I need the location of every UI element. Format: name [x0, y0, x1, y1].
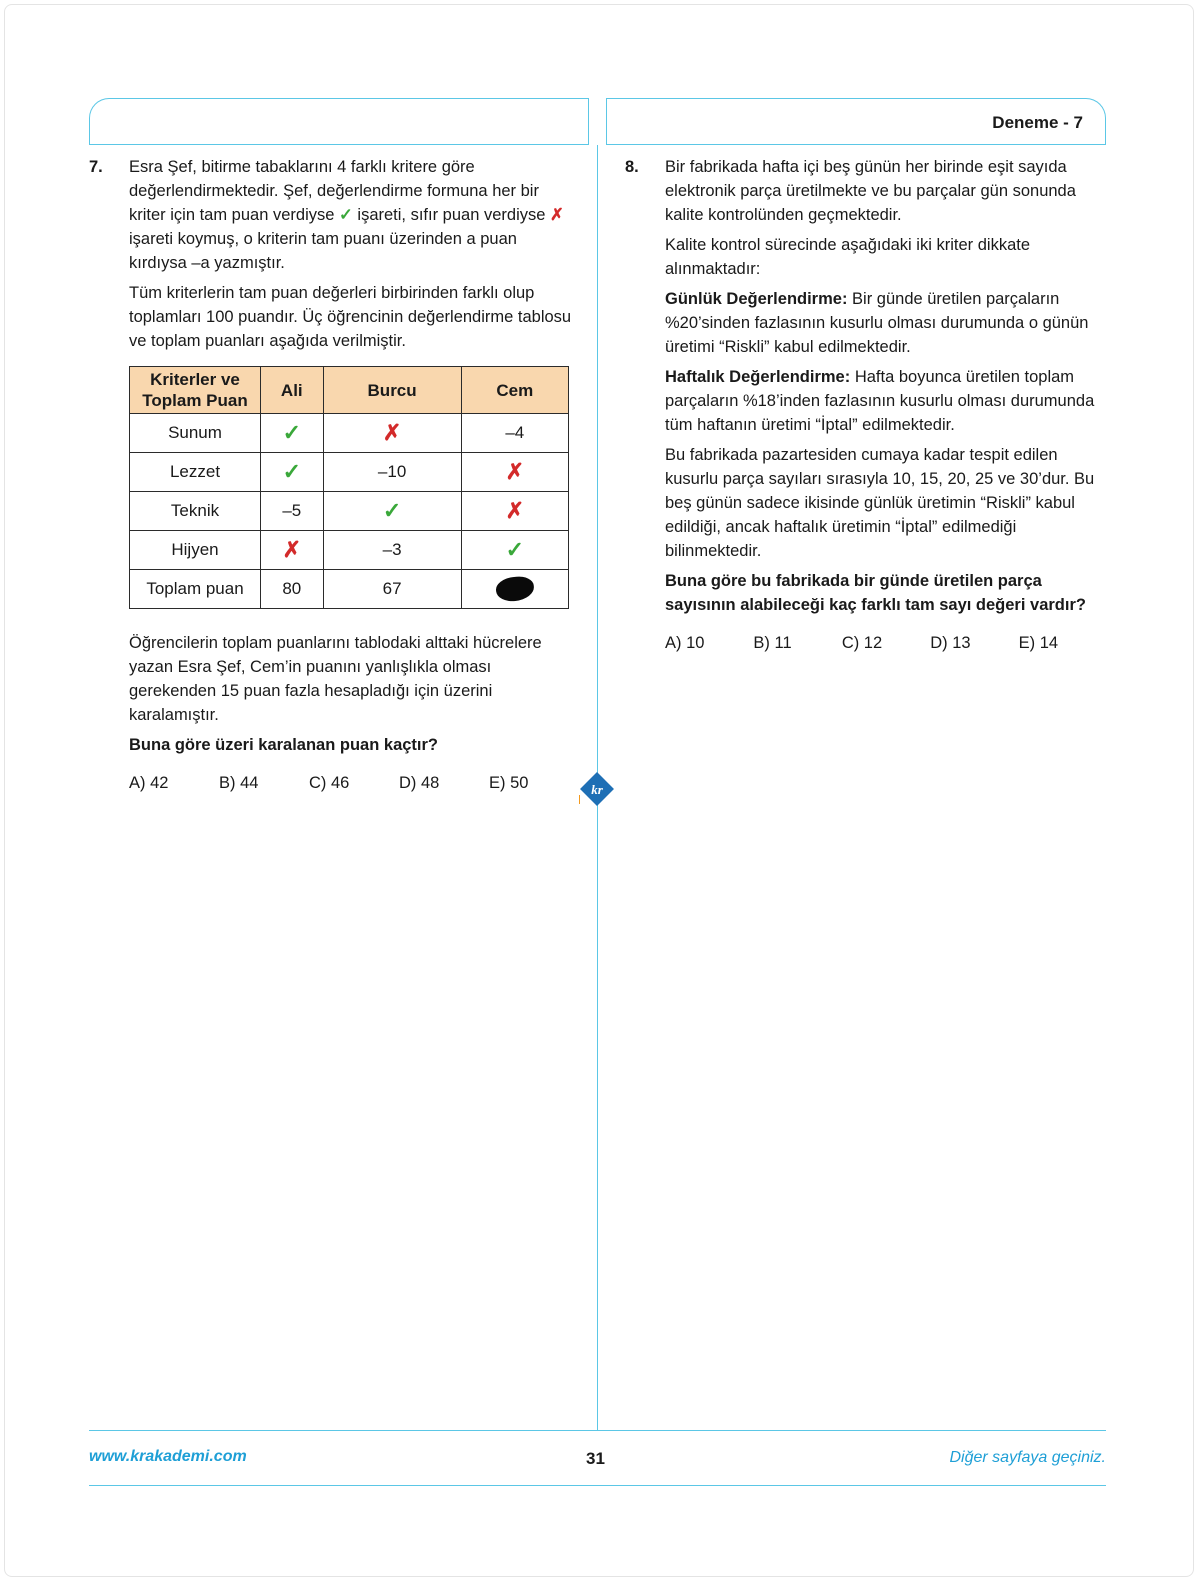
kr-logo-text: kr	[591, 782, 603, 797]
ink-blot	[495, 575, 535, 603]
paragraph	[665, 365, 1107, 437]
text: işareti koymuş, o kriterin tam puanı üzerinden a puan kırdıysa –a yazmıştır.	[129, 230, 517, 272]
header-left-box	[89, 98, 589, 145]
question-prompt: Buna göre bu fabrikada bir günde üretilen parça sayısının alabileceği kaç farklı tam sayı değeri vardır?	[665, 572, 1086, 614]
option-d[interactable]: D) 13	[930, 634, 971, 652]
exam-title: Deneme - 7	[992, 113, 1083, 132]
option-e[interactable]: E) 14	[1018, 634, 1059, 652]
text: Hafta boyunca üretilen toplam parçaların %18’inden fazlasının kusurlu olması durumunda tüm haftanın üretimi “İptal” edilmektedir.	[665, 368, 1095, 434]
text: Bir günde üretilen parçaların %20’sinden fazlasının kusurlu olması durumunda o günün üretimi “Riskli” kabul edilmektedir.	[665, 290, 1089, 356]
option-a[interactable]: A) 10	[665, 634, 705, 652]
criterion-title: Haftalık Değerlendirme:	[665, 368, 851, 386]
answer-options	[665, 631, 1107, 655]
option-b[interactable]: B) 44	[219, 774, 259, 792]
text: işareti, sıfır puan verdiyse	[352, 206, 550, 224]
paragraph: Bu fabrikada pazartesiden cumaya kadar tespit edilen kusurlu parça sayıları sırasıyla 10, 15, 20, 25 ve 30’dur. Bu beş günün sadece ikisinde günlük üretimin “Riskli” kabul edildiği, ancak haftalık üretimin “İptal” edilmediği bilinmektedir.	[665, 446, 1095, 560]
table-row	[130, 453, 569, 492]
page-number: 31	[586, 1449, 605, 1468]
criterion-title: Günlük Değerlendirme:	[665, 290, 848, 308]
check-icon: ✓	[461, 531, 568, 570]
paragraph: Tüm kriterlerin tam puan değerleri birbirinden farklı olup toplamları 100 puandır. Üç öğrencinin değerlendirme tablosu ve toplam puanları aşağıda verilmiştir.	[129, 284, 572, 350]
question-number: 8.	[625, 158, 639, 176]
row-label: Lezzet	[130, 453, 261, 492]
question-8	[625, 155, 1107, 655]
cross-icon: ✗	[461, 453, 568, 492]
paragraph: Kalite kontrol sürecinde aşağıdaki iki kriter dikkate alınmaktadır:	[665, 236, 1031, 278]
option-c[interactable]: C) 46	[309, 774, 350, 792]
scribbled-cell	[461, 570, 568, 609]
table-header-criteria: Kriterler ve Toplam Puan	[130, 367, 261, 414]
table-total-row	[130, 570, 569, 609]
check-icon: ✓	[339, 206, 353, 224]
next-page-note: Diğer sayfaya geçiniz.	[949, 1449, 1106, 1466]
header-rule-right	[606, 144, 1106, 145]
paragraph: Bir fabrikada hafta içi beş günün her birinde eşit sayıda elektronik parça üretilmekte ve bu parçalar gün sonunda kalite kontrolünden geçmektedir.	[665, 158, 1076, 224]
table-header-row	[130, 367, 569, 414]
row-label: Teknik	[130, 492, 261, 531]
table-cell: 80	[261, 570, 324, 609]
table-row	[130, 531, 569, 570]
table-cell: –3	[323, 531, 461, 570]
table-row	[130, 414, 569, 453]
question-prompt: Buna göre üzeri karalanan puan kaçtır?	[129, 736, 439, 754]
kr-logo-icon	[579, 771, 615, 807]
option-a[interactable]: A) 42	[129, 774, 169, 792]
table-header-ali: Ali	[261, 367, 324, 414]
footer-rule-bottom	[89, 1485, 1106, 1486]
check-icon: ✓	[323, 492, 461, 531]
paragraph	[129, 155, 579, 275]
table-cell: –5	[261, 492, 324, 531]
header-right-box	[606, 98, 1106, 145]
question-7	[89, 155, 579, 795]
cross-icon: ✗	[550, 206, 564, 224]
header-rule-left	[89, 144, 589, 145]
cross-icon: ✗	[261, 531, 324, 570]
row-label: Sunum	[130, 414, 261, 453]
answer-options	[129, 771, 579, 795]
website-link[interactable]: www.krakademi.com	[89, 1448, 247, 1465]
row-label: Toplam puan	[130, 570, 261, 609]
table-header-burcu: Burcu	[323, 367, 461, 414]
footer-rule-top	[89, 1430, 1106, 1431]
cross-icon: ✗	[461, 492, 568, 531]
option-c[interactable]: C) 12	[841, 634, 883, 652]
text: Esra Şef, bitirme tabaklarını 4 farklı kritere göre değerlendirmektedir. Şef, değerlendirme formuna her bir kriter için tam puan verdiyse	[129, 158, 539, 224]
cross-icon: ✗	[323, 414, 461, 453]
check-icon: ✓	[261, 414, 324, 453]
table-header-cem: Cem	[461, 367, 568, 414]
table-cell: 67	[323, 570, 461, 609]
question-body	[129, 155, 579, 795]
table-cell: –4	[461, 414, 568, 453]
question-body	[665, 155, 1107, 655]
paragraph	[665, 287, 1107, 359]
option-e[interactable]: E) 50	[489, 774, 529, 792]
paragraph: Öğrencilerin toplam puanlarını tablodaki alttaki hücrelere yazan Esra Şef, Cem’in puanını yanlışlıkla olması gerekenden 15 puan fazla hesapladığı için üzerini karalamıştır.	[129, 634, 542, 724]
criteria-table	[129, 366, 569, 609]
option-d[interactable]: D) 48	[399, 774, 440, 792]
question-number: 7.	[89, 158, 103, 176]
table-cell: –10	[323, 453, 461, 492]
table-row	[130, 492, 569, 531]
option-b[interactable]: B) 11	[753, 634, 792, 652]
row-label: Hijyen	[130, 531, 261, 570]
check-icon: ✓	[261, 453, 324, 492]
